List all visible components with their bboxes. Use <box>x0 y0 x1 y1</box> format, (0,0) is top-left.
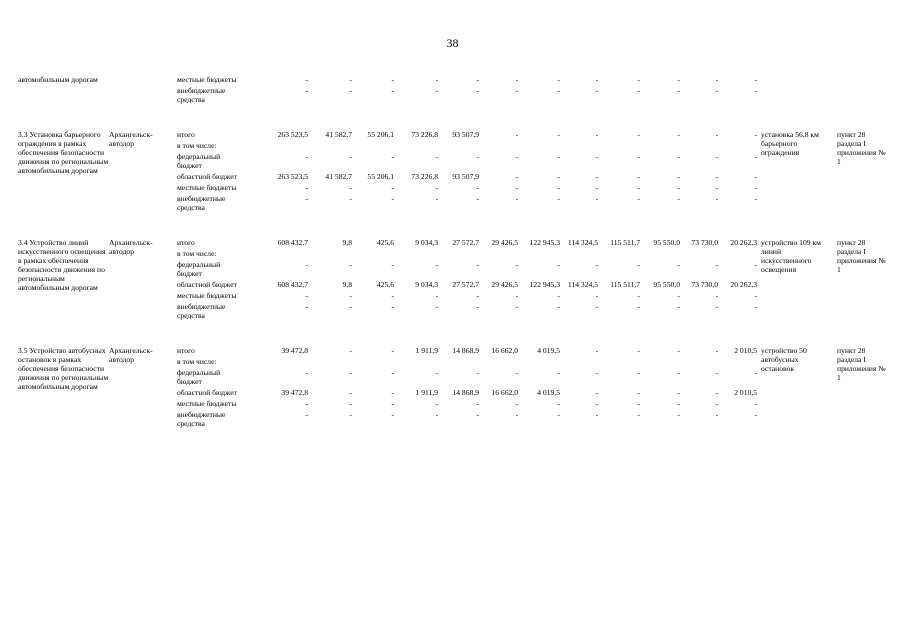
value-cell <box>308 141 352 152</box>
value-cell: - <box>754 194 757 203</box>
value-cell: - <box>515 194 518 203</box>
value-cell: - <box>557 194 560 203</box>
value-cell: - <box>677 130 680 139</box>
value-cell: 14 868,9 <box>452 388 479 397</box>
value-cell <box>718 249 757 260</box>
value-cell: - <box>754 75 757 84</box>
value-cell: 115 511,7 <box>610 238 640 247</box>
indicator-link: пункт 28 раздела I приложения № 1 <box>837 130 886 166</box>
value-cell: - <box>476 75 479 84</box>
value-cell: - <box>476 368 479 377</box>
value-cell: - <box>557 75 560 84</box>
value-cell: - <box>715 368 718 377</box>
value-cell: - <box>476 194 479 203</box>
value-cell: - <box>637 152 640 161</box>
value-cell: - <box>715 194 718 203</box>
value-cell: - <box>435 152 438 161</box>
page-number: 38 <box>446 36 459 50</box>
value-cell: - <box>476 260 479 269</box>
value-cell: - <box>715 130 718 139</box>
value-cell: - <box>715 346 718 355</box>
value-cell: - <box>391 86 394 95</box>
value-cell: - <box>754 291 757 300</box>
activity-name: автомобильным дорогам <box>18 75 98 84</box>
value-cell: - <box>715 172 718 181</box>
value-cell: 1 911,9 <box>415 346 438 355</box>
value-cell: - <box>349 152 352 161</box>
value-cell: - <box>595 388 598 397</box>
value-cell: 20 262,3 <box>730 238 757 247</box>
value-cell <box>479 141 518 152</box>
value-cell <box>518 357 560 368</box>
value-cell: - <box>476 86 479 95</box>
value-cell: - <box>637 302 640 311</box>
value-cell: - <box>515 130 518 139</box>
value-cell <box>598 141 640 152</box>
indicator-link: пункт 28 раздела I приложения № 1 <box>837 238 886 274</box>
value-cell <box>438 249 479 260</box>
value-cell: - <box>435 75 438 84</box>
value-cell: - <box>515 302 518 311</box>
indicator-link: пункт 28 раздела I приложения № 1 <box>837 346 886 382</box>
table-row <box>15 322 891 357</box>
value-cell: - <box>677 346 680 355</box>
funding-source: областной бюджет <box>177 280 237 289</box>
value-cell: - <box>677 172 680 181</box>
value-cell: - <box>435 183 438 192</box>
value-cell: - <box>349 75 352 84</box>
value-cell: - <box>349 410 352 419</box>
value-cell: - <box>677 194 680 203</box>
value-cell: - <box>305 368 308 377</box>
executor: Архангельск-автодор <box>109 238 153 256</box>
value-cell: 9,8 <box>342 238 352 247</box>
value-cell: 27 572,7 <box>452 280 479 289</box>
funding-source: федеральный бюджет <box>177 152 221 170</box>
expected-result: установка 56,8 км барьерного ограждения <box>761 130 819 157</box>
value-cell: - <box>595 302 598 311</box>
value-cell: 29 426,5 <box>491 280 518 289</box>
table-row <box>15 106 891 141</box>
indicator-link <box>831 75 891 106</box>
value-cell: - <box>435 194 438 203</box>
value-cell: - <box>754 302 757 311</box>
value-cell: - <box>557 399 560 408</box>
value-cell: 95 550,0 <box>653 280 680 289</box>
value-cell: - <box>595 399 598 408</box>
value-cell: 16 662,0 <box>491 346 518 355</box>
executor: Архангельск-автодор <box>109 346 153 364</box>
value-cell: 39 472,8 <box>281 388 308 397</box>
value-cell: - <box>677 86 680 95</box>
value-cell: - <box>305 399 308 408</box>
value-cell: - <box>715 152 718 161</box>
value-cell: - <box>349 399 352 408</box>
value-cell: 20 262,3 <box>730 280 757 289</box>
value-cell: - <box>677 302 680 311</box>
value-cell: - <box>715 183 718 192</box>
funding-source: федеральный бюджет <box>177 368 221 386</box>
value-cell: - <box>391 152 394 161</box>
value-cell: - <box>557 172 560 181</box>
value-cell: - <box>557 291 560 300</box>
value-cell: - <box>754 172 757 181</box>
value-cell <box>640 357 680 368</box>
value-cell: - <box>305 183 308 192</box>
value-cell: - <box>305 75 308 84</box>
value-cell: - <box>349 368 352 377</box>
activity-name: 3.5 Устройство автобусных остановок в рамках обеспечения безопасности движения по региональным автомобильным дорогам <box>18 346 109 391</box>
value-cell: - <box>557 260 560 269</box>
value-cell: - <box>754 152 757 161</box>
value-cell: 425,6 <box>376 280 394 289</box>
value-cell: - <box>754 399 757 408</box>
activity-name: 3.3 Установка барьерного ограждения в рамках обеспечения безопасности движения по региональным автомобильным дорогам <box>18 130 109 175</box>
value-cell: 95 550,0 <box>653 238 680 247</box>
funding-source: в том числе: <box>177 141 217 150</box>
value-cell: - <box>677 388 680 397</box>
value-cell <box>718 141 757 152</box>
table-body <box>15 75 891 430</box>
value-cell: - <box>595 75 598 84</box>
value-cell: - <box>435 260 438 269</box>
value-cell: - <box>391 368 394 377</box>
funding-source: местные бюджеты <box>177 75 237 84</box>
budget-table <box>15 75 891 430</box>
value-cell: 608 432,7 <box>277 238 308 247</box>
value-cell: - <box>349 346 352 355</box>
value-cell: - <box>391 346 394 355</box>
value-cell: - <box>391 410 394 419</box>
value-cell: - <box>349 260 352 269</box>
value-cell: 114 324,5 <box>567 280 598 289</box>
value-cell: - <box>677 399 680 408</box>
value-cell <box>518 141 560 152</box>
value-cell: - <box>557 368 560 377</box>
value-cell <box>394 141 438 152</box>
expected-result: устройство 50 автобусных остановок <box>761 346 807 373</box>
value-cell <box>560 357 598 368</box>
value-cell: 9 034,3 <box>415 280 438 289</box>
value-cell: 263 523,5 <box>277 172 308 181</box>
value-cell: - <box>391 291 394 300</box>
value-cell <box>394 249 438 260</box>
value-cell: - <box>435 399 438 408</box>
value-cell: - <box>677 291 680 300</box>
value-cell: - <box>715 410 718 419</box>
value-cell <box>352 249 394 260</box>
value-cell: - <box>435 302 438 311</box>
funding-source: внебюджетные средства <box>177 302 226 320</box>
value-cell <box>438 357 479 368</box>
value-cell: 114 324,5 <box>567 238 598 247</box>
value-cell: - <box>637 75 640 84</box>
funding-source: внебюджетные средства <box>177 194 226 212</box>
funding-source: итого <box>177 130 195 139</box>
funding-source: местные бюджеты <box>177 399 237 408</box>
value-cell: - <box>557 410 560 419</box>
value-cell: 4 019,5 <box>537 388 560 397</box>
value-cell: - <box>595 410 598 419</box>
value-cell: 122 945,3 <box>529 238 560 247</box>
value-cell: - <box>754 368 757 377</box>
value-cell: - <box>557 183 560 192</box>
value-cell <box>680 249 718 260</box>
value-cell: 608 432,7 <box>277 280 308 289</box>
value-cell: - <box>677 260 680 269</box>
value-cell <box>241 249 308 260</box>
value-cell: - <box>391 388 394 397</box>
value-cell <box>640 141 680 152</box>
value-cell: - <box>476 410 479 419</box>
value-cell: - <box>515 183 518 192</box>
value-cell: - <box>435 368 438 377</box>
value-cell: - <box>637 399 640 408</box>
value-cell: - <box>557 86 560 95</box>
value-cell: 27 572,7 <box>452 238 479 247</box>
funding-source: областной бюджет <box>177 388 237 397</box>
value-cell: - <box>557 152 560 161</box>
value-cell: - <box>305 291 308 300</box>
value-cell <box>241 357 308 368</box>
value-cell: 73 226,8 <box>411 172 438 181</box>
value-cell: - <box>515 260 518 269</box>
value-cell: 73 730,0 <box>691 280 718 289</box>
value-cell: - <box>637 194 640 203</box>
value-cell <box>308 249 352 260</box>
expected-result <box>757 75 831 106</box>
value-cell: 93 507,9 <box>452 172 479 181</box>
value-cell: - <box>515 86 518 95</box>
value-cell: - <box>595 130 598 139</box>
value-cell: - <box>349 388 352 397</box>
value-cell <box>598 357 640 368</box>
value-cell: 115 511,7 <box>610 280 640 289</box>
value-cell: - <box>349 302 352 311</box>
value-cell: - <box>305 86 308 95</box>
value-cell: 122 945,3 <box>529 280 560 289</box>
executor: Архангельск-автодор <box>109 130 153 148</box>
value-cell <box>438 141 479 152</box>
value-cell: - <box>715 291 718 300</box>
value-cell: - <box>305 302 308 311</box>
value-cell: - <box>349 291 352 300</box>
value-cell: 29 426,5 <box>491 238 518 247</box>
value-cell: - <box>637 183 640 192</box>
value-cell: - <box>677 152 680 161</box>
value-cell: 2 010,5 <box>734 388 757 397</box>
value-cell <box>241 141 308 152</box>
value-cell: 2 010,5 <box>734 346 757 355</box>
value-cell: 9,8 <box>342 280 352 289</box>
funding-source: итого <box>177 346 195 355</box>
funding-source: в том числе: <box>177 249 217 258</box>
value-cell: - <box>391 260 394 269</box>
value-cell <box>718 357 757 368</box>
value-cell <box>560 141 598 152</box>
funding-source: федеральный бюджет <box>177 260 221 278</box>
value-cell: - <box>391 194 394 203</box>
table-row <box>15 75 891 86</box>
value-cell: - <box>595 291 598 300</box>
value-cell: - <box>435 410 438 419</box>
value-cell: - <box>677 410 680 419</box>
value-cell: - <box>391 302 394 311</box>
value-cell <box>560 249 598 260</box>
value-cell: - <box>754 130 757 139</box>
value-cell: 93 507,9 <box>452 130 479 139</box>
value-cell: - <box>595 346 598 355</box>
value-cell <box>680 141 718 152</box>
value-cell: - <box>557 302 560 311</box>
value-cell: 55 206,1 <box>367 172 394 181</box>
funding-source: внебюджетные средства <box>177 86 226 104</box>
funding-source: местные бюджеты <box>177 183 237 192</box>
value-cell: - <box>754 260 757 269</box>
value-cell: - <box>715 75 718 84</box>
value-cell: - <box>476 291 479 300</box>
value-cell: 263 523,5 <box>277 130 308 139</box>
funding-source: местные бюджеты <box>177 291 237 300</box>
value-cell: - <box>637 388 640 397</box>
value-cell: 1 911,9 <box>415 388 438 397</box>
value-cell: - <box>637 130 640 139</box>
value-cell: - <box>305 194 308 203</box>
value-cell: - <box>637 172 640 181</box>
value-cell: - <box>754 183 757 192</box>
value-cell: - <box>476 152 479 161</box>
value-cell: - <box>476 302 479 311</box>
value-cell: - <box>715 399 718 408</box>
value-cell: 4 019,5 <box>537 346 560 355</box>
value-cell <box>518 249 560 260</box>
value-cell: - <box>715 302 718 311</box>
value-cell: - <box>349 183 352 192</box>
value-cell: 39 472,8 <box>281 346 308 355</box>
value-cell <box>352 141 394 152</box>
value-cell: - <box>515 75 518 84</box>
funding-source: в том числе: <box>177 357 217 366</box>
value-cell: - <box>595 86 598 95</box>
value-cell: - <box>515 399 518 408</box>
value-cell: 55 206,1 <box>367 130 394 139</box>
value-cell <box>352 357 394 368</box>
value-cell: 73 226,8 <box>411 130 438 139</box>
value-cell: - <box>677 75 680 84</box>
value-cell: - <box>637 291 640 300</box>
value-cell <box>479 249 518 260</box>
value-cell <box>680 357 718 368</box>
funding-source: областной бюджет <box>177 172 237 181</box>
value-cell: - <box>677 368 680 377</box>
value-cell: - <box>557 130 560 139</box>
value-cell: - <box>305 410 308 419</box>
value-cell: 16 662,0 <box>491 388 518 397</box>
value-cell: 14 868,9 <box>452 346 479 355</box>
value-cell: - <box>305 260 308 269</box>
value-cell: - <box>595 152 598 161</box>
value-cell: - <box>476 183 479 192</box>
executor <box>109 75 177 106</box>
value-cell: - <box>637 368 640 377</box>
value-cell: - <box>715 388 718 397</box>
value-cell: - <box>515 172 518 181</box>
value-cell <box>479 357 518 368</box>
value-cell: - <box>515 410 518 419</box>
value-cell: - <box>754 86 757 95</box>
value-cell: - <box>349 86 352 95</box>
value-cell: - <box>435 86 438 95</box>
value-cell: 9 034,3 <box>415 238 438 247</box>
value-cell: - <box>595 260 598 269</box>
value-cell <box>394 357 438 368</box>
funding-source: внебюджетные средства <box>177 410 226 428</box>
value-cell: - <box>515 152 518 161</box>
value-cell <box>598 249 640 260</box>
value-cell: - <box>391 399 394 408</box>
table-row <box>15 214 891 249</box>
activity-name: 3.4 Устройство линий искусственного освещения в рамках обеспечения безопасности движения по региональным автомобильным дорогам <box>18 238 106 292</box>
value-cell: - <box>637 260 640 269</box>
value-cell: - <box>754 410 757 419</box>
value-cell: - <box>515 291 518 300</box>
value-cell: - <box>595 194 598 203</box>
value-cell: - <box>637 86 640 95</box>
value-cell: 41 582,7 <box>325 130 352 139</box>
funding-source: итого <box>177 238 195 247</box>
value-cell: - <box>637 410 640 419</box>
value-cell: - <box>435 291 438 300</box>
value-cell: - <box>515 368 518 377</box>
value-cell <box>640 249 680 260</box>
value-cell: - <box>391 75 394 84</box>
value-cell: - <box>595 368 598 377</box>
value-cell: - <box>476 399 479 408</box>
value-cell: - <box>715 260 718 269</box>
value-cell: - <box>677 183 680 192</box>
value-cell: - <box>595 172 598 181</box>
expected-result: устройство 109 км линий искусственного освещения <box>761 238 821 274</box>
value-cell: 41 582,7 <box>325 172 352 181</box>
value-cell: 425,6 <box>376 238 394 247</box>
value-cell: - <box>715 86 718 95</box>
value-cell: - <box>595 183 598 192</box>
value-cell: 73 730,0 <box>691 238 718 247</box>
value-cell: - <box>637 346 640 355</box>
value-cell: - <box>391 183 394 192</box>
value-cell: - <box>305 152 308 161</box>
value-cell <box>308 357 352 368</box>
value-cell: - <box>349 194 352 203</box>
